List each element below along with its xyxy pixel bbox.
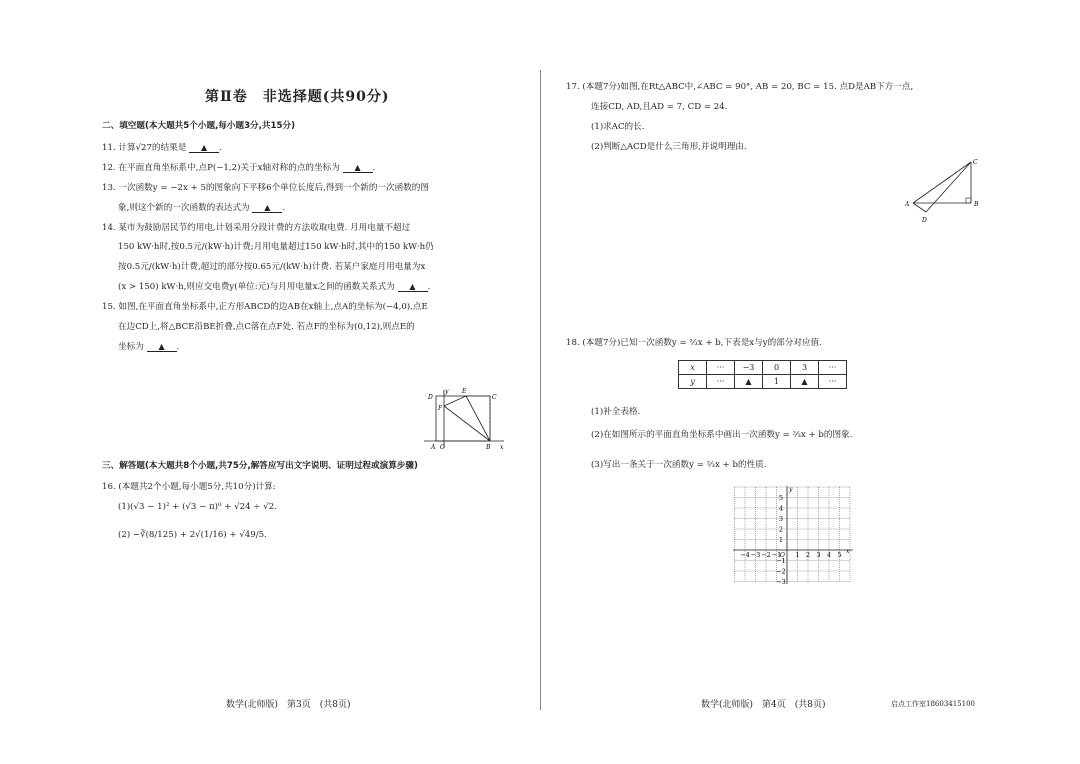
table-cell: ··· <box>707 361 735 375</box>
table-cell: ··· <box>819 375 847 389</box>
answer-blank[interactable]: ▲ <box>398 282 428 292</box>
y-tick-label: −2 <box>776 567 786 576</box>
question-18-part-1: (1)补全表格. <box>591 407 641 417</box>
x-tick-label: 1 <box>795 551 800 559</box>
label-E: E <box>462 388 467 395</box>
label-x: x <box>500 444 504 451</box>
label-origin: O <box>780 552 785 559</box>
x-tick-label: −4 <box>740 551 750 559</box>
y-tick-label: 1 <box>778 536 784 544</box>
answer-blank[interactable]: ▲ <box>252 203 282 213</box>
part-title: 第Ⅱ卷 非选择题(共90分) <box>205 89 390 105</box>
label-y: y <box>789 486 793 493</box>
question-17-line-2: 连接CD, AD,且AD = 7, CD = 24. <box>591 102 728 112</box>
label-D: D <box>922 217 927 224</box>
question-17-part-1: (1)求AC的长. <box>591 122 645 132</box>
label-B: B <box>974 201 979 208</box>
question-16-part-1: (1)(√3 − 1)² + (√3 − π)⁰ + √24 ÷ √2. <box>118 502 277 512</box>
x-tick-label: 5 <box>837 551 842 559</box>
answer-blank[interactable]: ▲ <box>189 143 219 153</box>
y-tick-label: 5 <box>778 494 784 502</box>
label-x: x <box>846 548 850 555</box>
section-solve: 三、解答题(本大题共8个小题,共75分,解答应写出文字说明、证明过程或演算步骤) <box>102 461 418 471</box>
figure-q17 <box>903 156 985 228</box>
label-D: D <box>428 394 433 401</box>
table-cell: y <box>679 375 707 389</box>
question-17-part-2: (2)判断△ACD是什么三角形,并说明理由. <box>591 142 747 152</box>
table-answer-cell[interactable]: ▲ <box>791 375 819 389</box>
question-14-line-1: 14. 某市为鼓励居民节约用电,计划采用分段计费的方法收取电费. 月用电量不超过 <box>102 223 411 233</box>
question-13-line-1: 13. 一次函数y = −2x + 5的图象向下平移6个单位长度后,得到一个新的一次函数的图 <box>102 183 429 193</box>
label-B: B <box>486 444 491 451</box>
question-12: 12. 在平面直角坐标系中,点P(−1,2)关于x轴对称的点的坐标为 ▲ . <box>102 163 376 173</box>
label-y: y <box>445 388 449 395</box>
y-tick-label: 2 <box>778 525 784 534</box>
question-16-part-2: (2) −∛(8/125) + 2√(1/16) + √49/5. <box>118 530 267 540</box>
answer-blank[interactable]: ▲ <box>147 342 177 352</box>
y-tick-label: 4 <box>778 504 784 513</box>
label-A: A <box>905 201 910 208</box>
x-tick-label: −1 <box>771 551 782 559</box>
y-tick-label: −1 <box>776 557 786 565</box>
question-15-line-3: 坐标为 ▲ . <box>118 342 180 352</box>
question-18: 18. (本题7分)已知一次函数y = ⅔x + b,下表是x与y的部分对应值. <box>566 338 822 348</box>
y-tick-label: −3 <box>776 578 786 586</box>
x-tick-label: 3 <box>816 551 821 559</box>
coordinate-grid[interactable] <box>729 484 857 586</box>
x-tick-label: −2 <box>761 551 771 559</box>
label-C: C <box>492 394 497 401</box>
question-14-line-4: (x > 150) kW·h,则应交电费y(单位:元)与月用电量x之间的函数关系式为 ▲ . <box>118 282 431 292</box>
x-tick-label: −3 <box>750 551 761 559</box>
section-fill-in: 二、填空题(本大题共5个小题,每小题3分,共15分) <box>102 121 295 131</box>
table-cell: 3 <box>791 361 819 375</box>
table-cell: 0 <box>763 361 791 375</box>
question-17-line-1: 17. (本题7分)如图,在Rt△ABC中,∠ABC = 90°, AB = 20, BC = 15. 点D是AB下方一点, <box>566 82 914 92</box>
question-14-line-3: 按0.5元/(kW·h)计费,超过的部分按0.65元/(kW·h)计费. 若某户家庭月用电量为x <box>118 262 426 272</box>
figure-q15 <box>422 386 508 452</box>
question-14-line-2: 150 kW·h时,按0.5元/(kW·h)计费;月用电量超过150 kW·h时,其中的150 kW·h仍 <box>118 242 434 252</box>
studio-credit: 启点工作室18603415100 <box>891 700 975 708</box>
label-A: A <box>431 444 436 451</box>
label-O: O <box>440 444 445 451</box>
label-C: C <box>973 159 978 166</box>
table-row-y <box>679 375 847 389</box>
x-tick-label: 2 <box>805 551 811 559</box>
table-row-x <box>679 361 847 375</box>
table-cell: 1 <box>763 375 791 389</box>
question-16: 16. (本题共2个小题,每小题5分,共10分)计算: <box>102 482 276 492</box>
x-tick-label: 4 <box>826 551 832 559</box>
label-F: F <box>438 405 443 412</box>
page-footer-3: 数学(北师版) 第3页 (共8页) <box>226 700 351 710</box>
question-18-part-2: (2)在如图所示的平面直角坐标系中画出一次函数y = ⅔x + b的图象. <box>591 430 853 440</box>
value-table <box>678 360 847 389</box>
page-footer-4: 数学(北师版) 第4页 (共8页) <box>701 700 826 710</box>
table-cell: x <box>679 361 707 375</box>
question-13-line-2: 象,则这个新的一次函数的表达式为 ▲ . <box>118 203 286 213</box>
question-18-part-3: (3)写出一条关于一次函数y = ⅔x + b的性质. <box>591 460 767 470</box>
table-cell: −3 <box>735 361 763 375</box>
table-cell: ··· <box>819 361 847 375</box>
table-cell: ··· <box>707 375 735 389</box>
question-15-line-1: 15. 如图,在平面直角坐标系中,正方形ABCD的边AB在x轴上,点A的坐标为(−4,0).点E <box>102 302 428 312</box>
table-answer-cell[interactable]: ▲ <box>735 375 763 389</box>
y-tick-label: 3 <box>778 515 784 523</box>
question-11: 11. 计算√27的结果是 ▲ . <box>102 143 222 153</box>
page-4 <box>541 0 1080 764</box>
question-15-line-2: 在边CD上,将△BCE沿BE折叠,点C落在点F处. 若点F的坐标为(0,12),则点E的 <box>118 322 415 332</box>
answer-blank[interactable]: ▲ <box>343 163 373 173</box>
